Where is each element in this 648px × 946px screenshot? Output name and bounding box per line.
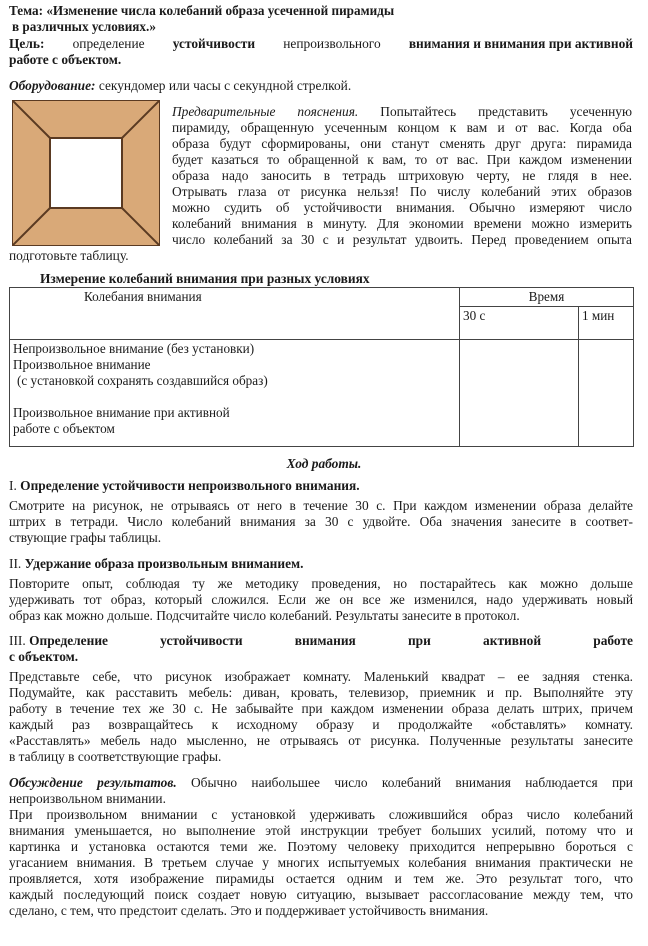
table-row-voluntary: Произвольное внимание <box>13 357 151 372</box>
col-header-attention: Колебания внимания <box>10 288 460 340</box>
table-row-involuntary: Непроизвольное внимание (без установки) <box>13 341 255 356</box>
goal-line2: работе с объектом. <box>9 52 122 67</box>
procedure-heading: Ход работы. <box>286 456 362 471</box>
col-header-30s: 30 с <box>460 307 579 340</box>
intro-paragraph: Предварительные пояснения. Попытайтесь представить усеченную пирамиду, обращенную усеченным концом к вам и от вас. Когда оба образа будут сформированы, они станут сменять друг друга: пирамида будет казаться то обращенной к вам, то от вас. При каждом изменении образа надо заносить в тетрадь штриховую черту, не глядя в нее. Отрывать глаза от рисунка нельзя! По числу колебаний этих образов можно судить об устойчивости внимания. Обычно измеряют число колебаний внимания в минуту. Для экономии времени можно измерить число колебаний за 30 с и результат удвоить. Перед проведением опыта <box>172 104 632 247</box>
section-2-title: II. Удержание образа произвольным вниманием. <box>9 556 304 571</box>
intro-tail: подготовьте таблицу. <box>9 248 129 263</box>
truncated-pyramid-figure <box>12 100 160 246</box>
discussion-text: Обсуждение результатов. Обычно наибольшее число колебаний внимания наблюдается при непроизвольном внимании. При произвольном внимании с установкой удерживать сложившийся образ число колебаний внимания уменьшается, но выполнение этой инструкции требует больших усилий, потому что и картинка и установка остаются теми же. Поэтому человеку приходится непрерывно бороться с угасанием внимания. В третьем случае у многих испытуемых колебания внимания практически не проявляется, хотя изображение пирамиды остается одним и тем же. Это результат того, что каждый последующий поиск создает новую ситуацию, вызывает рассогласование между тем, что сделано, с тем, что предстоит сделать. Это и поддерживает устойчивость внимания. <box>9 775 633 918</box>
cell-1min <box>579 340 634 447</box>
equipment-line: Оборудование: секундомер или часы с секундной стрелкой. <box>9 78 352 93</box>
table-row-active: Произвольное внимание при активной <box>13 405 230 420</box>
section-2-text: Повторите опыт, соблюдая ту же методику проведения, но постарайтесь как можно дольше удерживать тот образ, который сложился. Если же он все же изменился, надо удерживать новый образ как можно дольше. Подсчитайте число колебаний. Результаты занесите в протокол. <box>9 576 633 623</box>
section-3-title: III. Определение устойчивости внимания при активной работе <box>9 633 633 648</box>
table-row-active-line2: работе с объектом <box>13 421 115 436</box>
topic-title: Тема: «Изменение числа колебаний образа усеченной пирамиды <box>9 3 395 18</box>
table-row-voluntary-note: (с установкой сохранять создавшийся образ) <box>17 373 268 388</box>
cell-30s <box>460 340 579 447</box>
section-3-text: Представьте себе, что рисунок изображает комнату. Маленький квадрат – ее задняя стенка. Подумайте, как расставить мебель: диван, кровать, телевизор, приемник и пр. Выполняйте эту работу в течение тех же 30 с. Не забывайте при каждом изменении образа делать штрих, причем каждый раз возвращайтесь к исходному образу и продолжайте «обставлять» комнату. «Расставлять» мебель надо мысленно, не отрываясь от рисунка. Полученные результаты занесите в таблицу в соответствующие графы. <box>9 669 633 764</box>
goal-line: Цель: определение устойчивости непроизвольного внимания и внимания при активной <box>9 36 633 51</box>
attention-table <box>9 287 634 447</box>
col-header-time: Время <box>460 288 634 307</box>
table-caption: Измерение колебаний внимания при разных условиях <box>40 271 370 286</box>
topic-title-line2: в различных условиях.» <box>12 19 156 34</box>
section-1-title: I. Определение устойчивости непроизвольного внимания. <box>9 478 360 493</box>
section-3-title-line2: с объектом. <box>9 649 79 664</box>
col-header-1min: 1 мин <box>579 307 634 340</box>
table-row-labels <box>10 340 460 447</box>
section-1-text: Смотрите на рисунок, не отрываясь от него в течение 30 с. При каждом изменении образа делайте штрих в тетради. Число колебаний внимания за 30 с удвойте. Оба значения занесите в соответ- ствующие графы таблицы. <box>9 498 633 545</box>
